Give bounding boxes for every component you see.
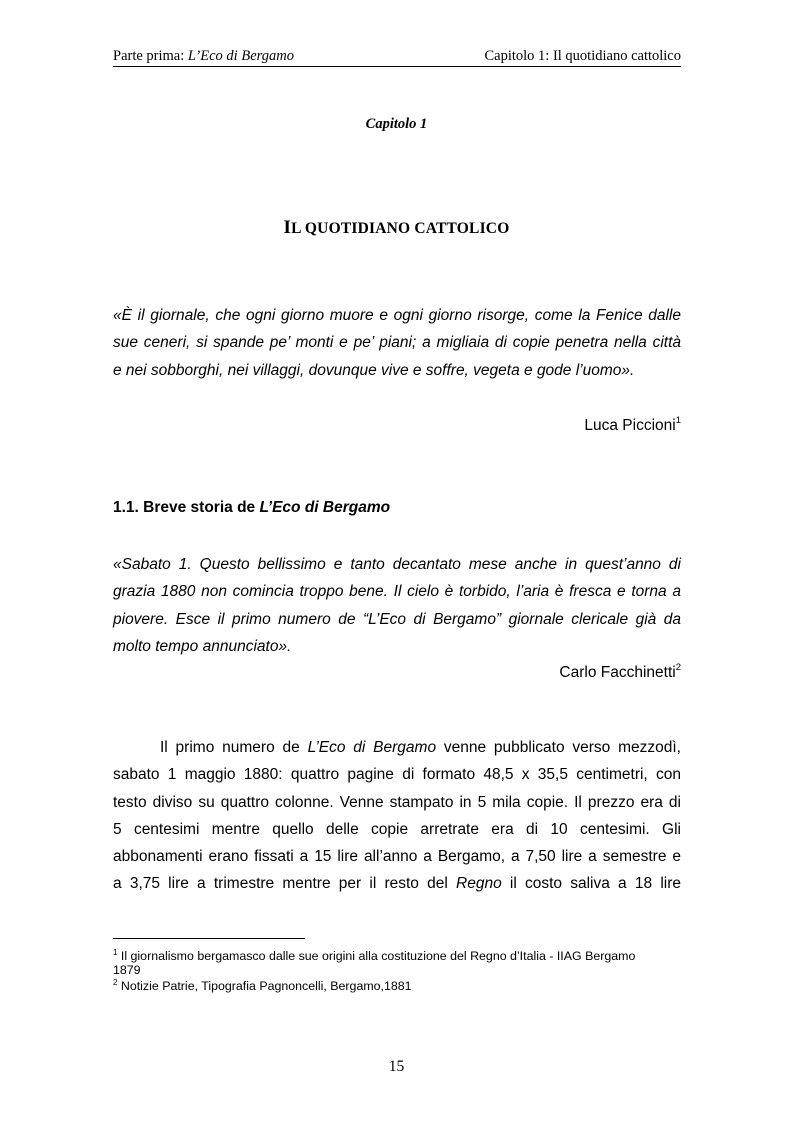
footnote-1: $^1$ Il giornalismo bergamasco dalle sue origini alla costituzione del Regno d’Italia - IIAG Bergamo 1879 — [113, 948, 636, 978]
chapter-title-rest: L QUOTIDIANO CATTOLICO — [291, 220, 510, 237]
body-line: 5 centesimi mentre quello delle copie arretrate era di 10 centesimi. Gli — [113, 820, 681, 838]
body-line: sabato 1 maggio 1880: quattro pagine di formato 48,5 x 35,5 centimetri, con — [113, 766, 681, 784]
epigraph-line: piovere. Esce il primo numero de “L’Eco di Bergamo” giornale clericale già da — [113, 610, 681, 628]
body-line: abbonamenti erano fissati a 15 lire all’anno a Bergamo, a 7,50 lire a semestre e — [113, 848, 681, 866]
footnote-ref: 2 — [675, 662, 681, 673]
body-line: a 3,75 lire a trimestre mentre per il resto del Regno il costo saliva a 18 lire — [113, 875, 681, 893]
header-part-title: L’Eco di Bergamo — [187, 48, 294, 64]
header-chapter: Capitolo 1: Il quotidiano cattolico — [484, 48, 681, 64]
page-number: 15 — [388, 1058, 405, 1075]
epigraph-line: «È il giornale, che ogni giorno muore e ogni giorno risorge, come la Fenice dalle — [113, 307, 681, 324]
epigraph-quote-2 — [113, 551, 681, 660]
section-heading-title: L’Eco di Bergamo — [259, 499, 391, 516]
epigraph-line: grazia 1880 non comincia troppo bene. Il cielo è torbido, l’aria è fresca e torna a — [113, 583, 681, 601]
body-paragraph — [113, 734, 681, 898]
epigraph-author-1: Luca Piccioni$^1$ — [584, 415, 681, 435]
epigraph-line: sue ceneri, si spande pe’ monti e pe’ piani; a migliaia di copie penetra nella città — [113, 334, 681, 352]
footnote-2: $^2$ Notizie Patrie, Tipografia Pagnoncelli, Bergamo,1881 — [113, 978, 412, 994]
epigraph-line: molto tempo annunciato». — [113, 637, 292, 655]
epigraph-line: e nei sobborghi, nei villaggi, dovunque vive e soffre, vegeta e gode l’uomo». — [113, 361, 635, 379]
header-part: Parte prima: L’Eco di Bergamo — [113, 48, 294, 64]
chapter-label: Capitolo 1 — [365, 116, 428, 132]
footnote-separator — [113, 938, 305, 939]
body-line: testo diviso su quattro colonne. Venne stampato in 5 mila copie. Il prezzo era di — [113, 793, 681, 811]
chapter-title-initial: I — [283, 217, 292, 238]
epigraph-author-2: Carlo Facchinetti$^2$ — [559, 662, 681, 682]
footnote-ref: 1 — [675, 415, 681, 426]
epigraph-line: «Sabato 1. Questo bellissimo e tanto decantato mese anche in quest’anno di — [113, 556, 681, 573]
chapter-title — [0, 217, 793, 239]
section-heading: 1.1. Breve storia de L’Eco di Bergamo — [113, 499, 391, 516]
body-line: Il primo numero de L’Eco di Bergamo venne pubblicato verso mezzodì, — [160, 739, 681, 756]
running-header — [113, 48, 681, 67]
epigraph-quote-1 — [113, 302, 681, 384]
